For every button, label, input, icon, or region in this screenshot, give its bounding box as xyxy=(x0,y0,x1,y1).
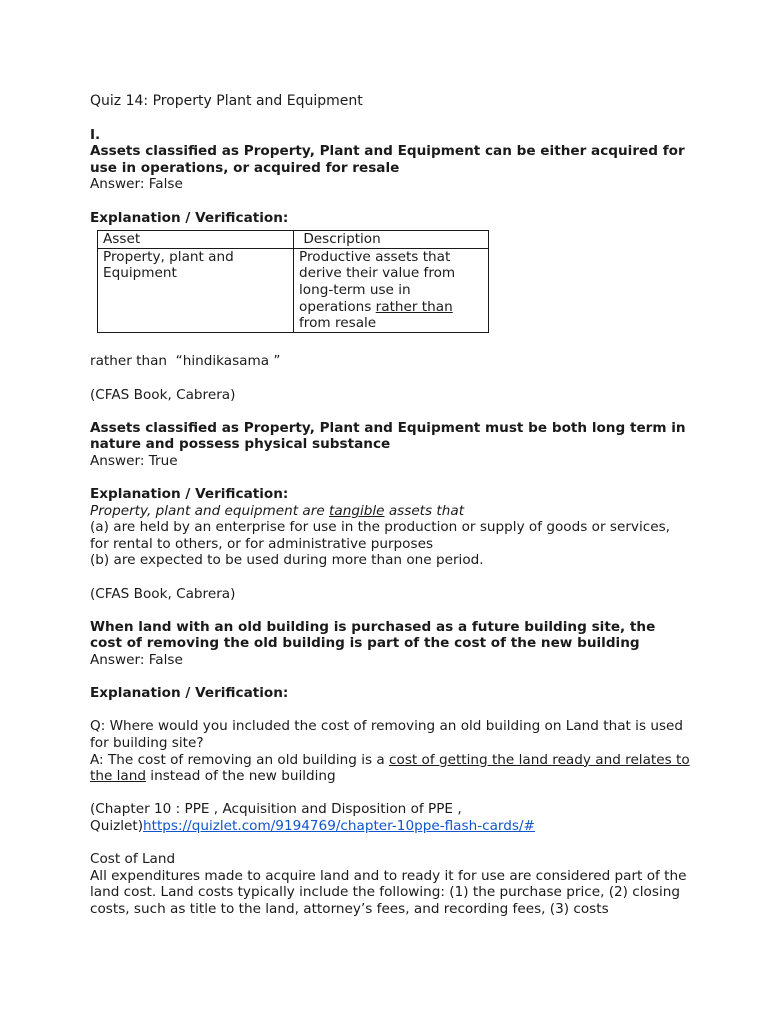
table-header-asset: Asset xyxy=(98,231,294,249)
underlined-text: rather than xyxy=(375,298,453,315)
question-2: Assets classified as Property, Plant and Equipment must be both long term in nature and possess physical substance xyxy=(90,419,686,453)
definition-b: (b) are expected to be used during more than one period. xyxy=(90,552,484,569)
explanation-heading-1: Explanation / Verification: xyxy=(90,209,289,226)
question-3: When land with an old building is purchased as a future building site, the cost of removing the old building is part of the cost of the new building xyxy=(90,618,656,652)
table-header-row xyxy=(98,231,489,249)
reference: (Chapter 10 : PPE , Acquisition and Disposition of PPE , Quizlet)https://quizlet.com/9194769/chapter-10ppe-flash-cards/# xyxy=(90,801,535,834)
definition-a: (a) are held by an enterprise for use in the production or supply of goods or services, for rental to others, or for administrative purposes xyxy=(90,519,670,552)
qa-question: Q: Where would you included the cost of removing an old building on Land that is used for building site? xyxy=(90,718,684,751)
answer-3: Answer: False xyxy=(90,652,183,668)
qa-answer: A: The cost of removing an old building is a cost of getting the land ready and relates to the land instead of the new building xyxy=(90,751,690,785)
answer-1: Answer: False xyxy=(90,176,183,193)
table-header-description: Description xyxy=(294,231,489,249)
underlined-text: tangible xyxy=(329,502,385,519)
cost-of-land-heading: Cost of Land xyxy=(90,851,176,868)
source-2: (CFAS Book, Cabrera) xyxy=(90,585,236,602)
answer-2: Answer: True xyxy=(90,452,178,469)
section-number: I. xyxy=(90,126,101,143)
table-row xyxy=(98,248,489,332)
table-cell-description: Productive assets that derive their value from long-term use in operations rather than from resale xyxy=(294,248,489,332)
page-title: Quiz 14: Property Plant and Equipment xyxy=(90,93,363,109)
asset-table xyxy=(97,230,489,333)
note-text: rather than “hindikasama ” xyxy=(90,353,281,370)
cost-of-land-body: All expenditures made to acquire land and to ready it for use are considered part of the land cost. Land costs typically include the following: (1) the purchase price, (2) closing costs, such as title to the land, attorney’s fees, and recording fees, (3) costs xyxy=(90,867,687,917)
question-1: Assets classified as Property, Plant and Equipment can be either acquired for use in operations, or acquired for resale xyxy=(90,143,685,176)
explanation-heading-3: Explanation / Verification: xyxy=(90,685,289,702)
quizlet-link[interactable]: https://quizlet.com/9194769/chapter-10ppe-flash-cards/# xyxy=(143,817,535,834)
definition-text: Property, plant and equipment are tangible assets that xyxy=(90,502,465,519)
table-cell-asset: Property, plant and Equipment xyxy=(98,248,294,332)
explanation-heading-2: Explanation / Verification: xyxy=(90,486,289,503)
document-content xyxy=(90,93,690,918)
source-1: (CFAS Book, Cabrera) xyxy=(90,386,236,403)
underlined-text: cost of getting the land ready and relates to the land xyxy=(90,751,690,785)
